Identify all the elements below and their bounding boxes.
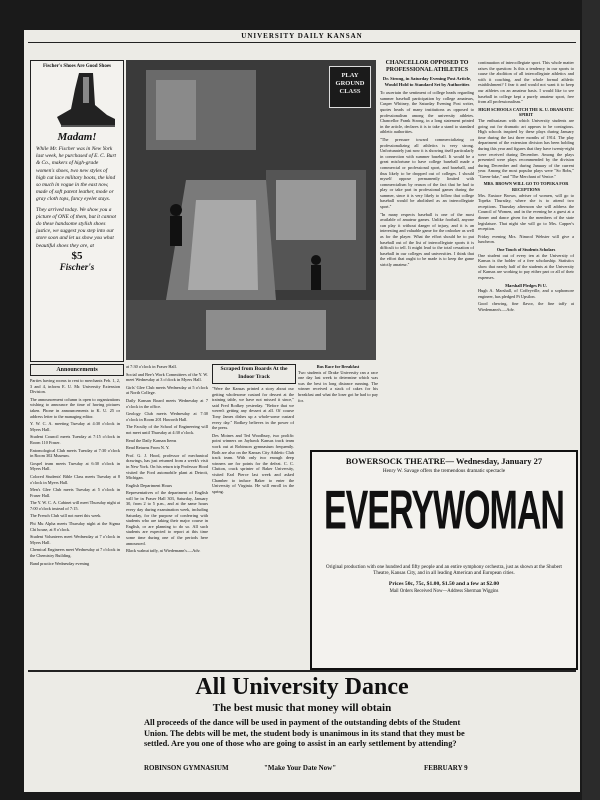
- breakfast-article: [298, 364, 378, 424]
- taffy-note: Friday evening Mrs. Nimrod Webster will give a luncheon.: [478, 233, 574, 245]
- announcement-item: Y. W. C. A. meeting Tuesday at 4:30 o'clock in Myers Hall.: [30, 421, 120, 432]
- chancellor-body3: "In many respects baseball is one of the most available of amateur games. Unlike football, anyone can play it without danger of injury, and it is an interesting and valuable game for the onlooker as well as for the player. What the effort should be to put baseball out of the list of intercollegiate sports it is difficult to tell. It might lead to the total cessation of baseball in our colleges and universities. I think that the effort that ought to be made is to keep the game strictly amateur.": [380, 211, 474, 267]
- announcement-item: Student Volunteers meet Wednesday at 7 o'clock in Myers Hall.: [30, 534, 120, 545]
- announcement-item: Representatives of the department of English will be in Fraser Hall 303, Saturday, January 30, from 2 to 5 p.m., and at the same hours every day during examination week, including Saturday, for the purpose of conferring with students who are taking their major course in English, or are planning to do so. All such students are expected to report at this time some time during one of the periods here announced.: [126, 490, 208, 546]
- announcement-item: Entomological Club meets Tuesday at 7:30 o'clock in Room 302 Museum.: [30, 447, 120, 459]
- scraped-boards-para2: Des Moines and Ted Woodbury, two prolific point winners on Jayhawk Kansas track team work out at Robinson gymnasium frequently. Both are also on the Kansas City Athletic Club track team. With only two enough deep winners are for points for the defeat. C. C. Clutton, crack sprinter of Baker University, visited Earl Pierce last week and asked Chamber to induce Baker to enter the University of Virginia. He will enroll in the spring.: [212, 432, 294, 494]
- bowersock-mail-orders: Mail Orders Received Now—Address Sherman Wiggins: [389, 588, 499, 594]
- announcement-item: Black walnut taffy, at Wiedemann's.—Adv.: [126, 548, 201, 554]
- announcement-item: The Faculty of the School of Engineering will not meet until Thursday at 4:30 o'clock.: [126, 424, 208, 435]
- boot-illustration: [31, 69, 123, 131]
- chancellor-body2: "The pressure toward commercializing or professionalizing all athletics is very strong. Unfortunately just now it is showing itself particularly in connection with summer baseball. It would be a great misfortune to have college baseball made a commercial or professional sport, and baseball, and thus likely to be dropped out of colleges. I should myself oppose permanently limited with commercialism by reason of the fact that he had to play or take part in professional games during the summer, since it is very likely to follow that college baseball would be abolished as an intercollegiate sport.": [380, 136, 474, 210]
- dance-slogan: "Make Your Date Now": [264, 764, 337, 772]
- one-touch-body: One student out of every ten at the University of Kansas is the holder of a free scholarship. Statistics show that nearly half of the students at the University of Kansas are working to pay either part or all of their expenses.: [478, 252, 574, 280]
- fischer-ad-body: While Mr. Fischer was in New York last week, he purchased of E. C. Burt & Co., makers of high-grade women's shoes, two new styles of high cut lace military boots, the kind so much in vogue in the east now, made of soft patent leather, mode or gray cloth tops, fancy eyelet stays.: [36, 146, 117, 203]
- announcement-item: Band practice Wednesday evening: [30, 560, 90, 566]
- indoor-track-photo: [126, 60, 376, 360]
- announcement-item: Phi Mu Alpha meets Thursday night at the Sigma Chi house, at 8 o'clock.: [30, 521, 120, 532]
- bowersock-header: BOWERSOCK THEATRE— Wednesday, January 27: [345, 456, 543, 466]
- high-schools-title: HIGH SCHOOLS CATCH THE K. U. DRAMATIC SPIRIT: [478, 106, 574, 118]
- announcements-heading: Announcements: [30, 364, 124, 376]
- marshall-title: Marshall Pledges Pi U.: [505, 282, 547, 288]
- announcement-item: Geology Club meets Wednesday at 7:30 o'clock in Room 201 Haworth Hall.: [126, 411, 208, 422]
- announcement-item: Student Council meets Tuesday at 7:15 o'clock in Room 110 Fraser.: [30, 434, 120, 445]
- bowersock-theatre-ad: [310, 450, 578, 670]
- right-column: [478, 60, 574, 448]
- newspaper-page: [24, 30, 580, 792]
- dance-title: All University Dance: [195, 674, 409, 700]
- announcement-item: Parties having rooms to rent to merchants Feb. 1, 2, 3 and 4, inform E. U. Mr. University Extension Division.: [30, 378, 120, 395]
- announcement-item: Read Returns From N. Y.: [126, 445, 170, 451]
- fischer-ad-headline: Fischer's Shoes Are Good Shoes: [43, 64, 111, 69]
- breakfast-title: Bus Race for Breakfast: [316, 364, 360, 369]
- masthead-rule: [28, 42, 576, 43]
- scraped-boards-para1: "Were the Kansas printed a story about our getting wholesome custard for dessert at the training table, we have not missed it since," said Fred Rodkey yesterday. "Before that we weren't getting any dessert at all. Of course Tony James dishes up a whole-some custard every day." Rodkey believes in the power of the press.: [212, 386, 294, 431]
- dance-top-rule: [28, 670, 576, 672]
- announcement-item: Gospel team meets Tuesday at 6:30 o'clock in Myers Hall.: [30, 460, 120, 472]
- breakfast-body: Two students of Drake University ran a race one day last week to determine which was was the best in long distance running. The winner received a stack of cakes for his breakfast and what the loser got he had to pay for.: [298, 369, 378, 403]
- fischer-shoes-ad: [30, 60, 124, 362]
- bowersock-prices: Prices 50c, 75c, $1.00, $1.50 and a few at $2.00: [388, 580, 500, 587]
- announcements-column-2: [126, 364, 208, 666]
- announcement-item: Colored Students' Bible Class meets Tuesday at 8 o'clock in Myers Hall.: [30, 473, 120, 485]
- chancellor-body1: To ascertain the sentiment of college heads regarding summer baseball participation by college amateurs, Casper Whitney, the Saturday Evening Post writer, quotes heads of many institutions as opposed to professionalism among the university athletes. Chancellor Frank Strong, in a long statement printed in the article, declares it is to take a stand to standard athletic authorities.: [380, 90, 474, 135]
- scraped-boards-column: [212, 386, 294, 666]
- fischer-ad-body2: They arrived today. We show you a picture of ONE of them, but it cannot do these handsome stylish shoes justice, we suggest you step into our store soon and let us show you what beautiful shoes they are, at: [36, 206, 117, 249]
- masthead: UNIVERSITY DAILY KANSAN: [241, 32, 363, 40]
- fischer-ad-title: Madam!: [57, 131, 97, 143]
- everywoman-title: EVERYWOMAN: [324, 480, 564, 542]
- announcements-column-1: [30, 378, 120, 666]
- announcement-item: Chemical Engineers meet Wednesday at 7 o'clock in the Chemistry Building.: [30, 547, 120, 559]
- announcement-item: The announcement column is open to organizations wishing to announce the time of having pictures taken. Phone in announcements to K. U. 25 or address letter to the managing editor.: [30, 396, 120, 419]
- mrs-brown-body: Mrs. Eustace Brown, adviser of women, will go to Topeka Thursday, where she is to attend two receptions. Thursday afternoon she will address the Council of Women, and in the evening be a guest at a dinner and dance given for the members of the state legislature. That night she will go to Mrs. Capper's reception.: [478, 192, 574, 232]
- marshall-body: Hugh A. Marshall, of Coffeyville, and a sophomore engineer, has pledged Pi Upsilon.: [478, 288, 574, 299]
- announcement-item: The Y. W. C. A. Cabinet will meet Thursday night at 7:00 o'clock instead of 7:15.: [30, 500, 120, 511]
- candy-ad: Good chewing, fine flavor, the fine taffy at Wiedemann's.—Adv.: [478, 301, 574, 312]
- chancellor-article: [380, 60, 474, 448]
- one-touch-title: One Touch of Students Scholars: [496, 247, 556, 252]
- dance-subtitle: The best music that money will obtain: [212, 702, 392, 714]
- bowersock-description: Original production with one hundred and fifty people and an entire symphony orchestra, just as shown at the Shubert Theatre, Kansas City, and in all leading American and European cities.: [326, 565, 562, 577]
- mrs-brown-title: MRS. BROWN WILL GO TO TOPEKA FOR RECEPTIONS: [483, 181, 569, 193]
- announcement-item: Social and Bee's Work Committees of the Y. W. meet Wednesday at 3 o'clock in Myers Hall.: [126, 371, 208, 383]
- high-schools-body: The enthusiasm with which University students are going out for dramatic art appears to be contagious. High schools inspired by these plays during January time during the last three months of 1914. The play department of the extension division has been holding during this year and figures that they have twenty-eight were received during December. Among the plays presented were plays recommended by the division during December and during January of the current year. Among the most popular plays were "So Bobs," "Green-lake," and "The Merchant of Venice.": [478, 117, 574, 179]
- scraped-boards-heading: Scraped from Boards At the Indoor Track: [212, 364, 296, 384]
- announcement-item: at 7:30 o'clock in Fraser Hall.: [126, 364, 177, 369]
- announcement-item: Men's Glee Club meets Tuesday at 5 o'clock in Fraser Hall.: [30, 487, 120, 498]
- playground-sign: PLAY GROUND CLASS: [329, 66, 371, 108]
- dance-body: All proceeds of the dance will be used in payment of the outstanding debts of the Student Union. The debts will be met, the student body is unanimous in its stand that they must be settled. Are you one of those who are going to assist in an early settlement by attending?: [144, 718, 465, 749]
- announcement-item: English Department Hours: [126, 482, 173, 488]
- chancellor-title: CHANCELLOR OPPOSED TO PROFESSIONAL ATHLETICS: [385, 60, 469, 73]
- right-col-top: continuation of intercollegiate sport. This whole matter raises the question: Is this a tendency in our sports to cause the abolition of all intercollegiate athletics and with it coaching, and the whole formal athletic establishment? I fear it and would not want it to keep our athletes on an amateur basis. I would like to see baseball in college kept a purely amateur sport, free from all professionalism.": [478, 60, 574, 105]
- fischer-ad-price: $5: [71, 249, 83, 262]
- dance-date: FEBRUARY 9: [424, 764, 468, 772]
- announcement-item: Read the Daily Kansan Items: [126, 437, 177, 443]
- right-edge-strip: [582, 0, 600, 800]
- chancellor-subtitle: Dr. Strong, in Saturday Evening Post Article, Would Hold to Standard Set by Authorities: [382, 76, 472, 87]
- announcement-item: Prof. G. J. Hood, professor of mechanical drawings, has just returned from a week's visit in New York. On his return trip Professor Hood visited the Ford automobile plant at Detroit, Michigan.: [126, 452, 208, 481]
- announcement-item: Daily Kansan Board meets Wednesday at 7 o'clock in the office.: [126, 397, 208, 409]
- announcement-item: The French Club will not meet this week.: [30, 513, 102, 519]
- fischer-ad-sign: Fischer's: [59, 261, 95, 272]
- bowersock-sub: Henry W. Savage offers the tremendous dramatic spectacle: [382, 468, 506, 474]
- dance-venue: ROBINSON GYMNASIUM: [144, 764, 229, 772]
- announcement-item: Girls' Glee Club meets Wednesday at 5 o'clock at North College.: [126, 384, 208, 396]
